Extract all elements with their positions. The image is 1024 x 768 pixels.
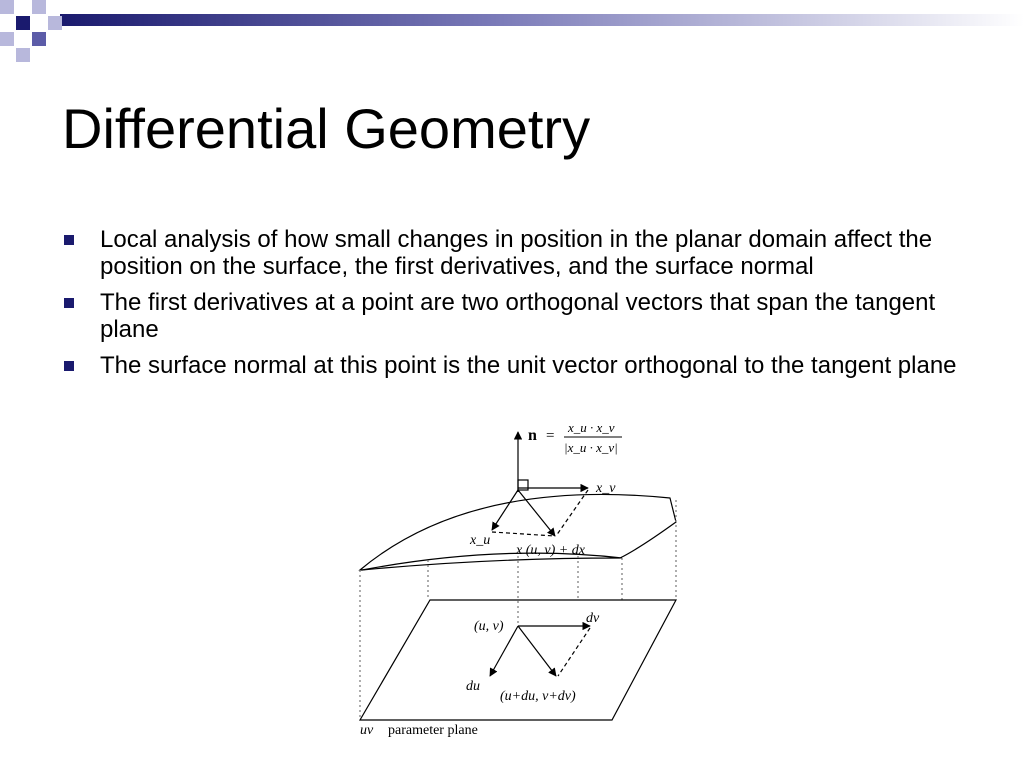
deco-square <box>32 32 46 46</box>
bullet-item <box>62 226 992 280</box>
plane-caption-text: parameter plane <box>388 723 478 738</box>
bullet-list <box>62 226 992 388</box>
normal-label: n <box>528 427 537 444</box>
square-bullet-icon <box>64 235 74 245</box>
bullet-item <box>62 289 992 343</box>
slide-title: Differential Geometry <box>62 97 591 160</box>
deco-square <box>16 48 30 62</box>
xu-label: x_u <box>470 533 491 548</box>
dv-label: dv <box>586 611 600 626</box>
square-bullet-icon <box>64 298 74 308</box>
bullet-text: The first derivatives at a point are two orthogonal vectors that span the tangent plane <box>100 289 936 343</box>
plane-dashed-edge <box>558 628 590 676</box>
uv-end-label: (u+du, v+dv) <box>500 689 576 704</box>
deco-square <box>0 32 14 46</box>
du-label: du <box>466 679 480 694</box>
deco-square <box>16 16 30 30</box>
equals-label: = <box>546 428 555 444</box>
deco-square <box>0 0 14 14</box>
header-decoration <box>0 0 1024 70</box>
surface-patch <box>360 494 676 570</box>
xv-label: x_v <box>596 481 616 496</box>
square-bullet-icon <box>64 361 74 371</box>
bullet-text: The surface normal at this point is the unit vector orthogonal to the tangent plane <box>100 352 957 379</box>
plane-caption-symbol: uv <box>360 723 374 738</box>
surface-point-label: x (u, v) + dx <box>516 543 585 558</box>
surface-diagram <box>350 418 690 748</box>
fraction-numerator: x_u · x_v <box>568 420 615 435</box>
fraction-denominator: |x_u · x_v| <box>564 440 618 455</box>
duv-vector <box>518 626 556 676</box>
bullet-item <box>62 352 992 379</box>
deco-square <box>48 16 62 30</box>
bullet-text: Local analysis of how small changes in position in the planar domain affect the position on the surface, the first derivatives, and the surface normal <box>100 226 933 280</box>
deco-square <box>32 0 46 14</box>
header-gradient-bar <box>60 14 1024 26</box>
uv-point-label: (u, v) <box>474 619 504 634</box>
